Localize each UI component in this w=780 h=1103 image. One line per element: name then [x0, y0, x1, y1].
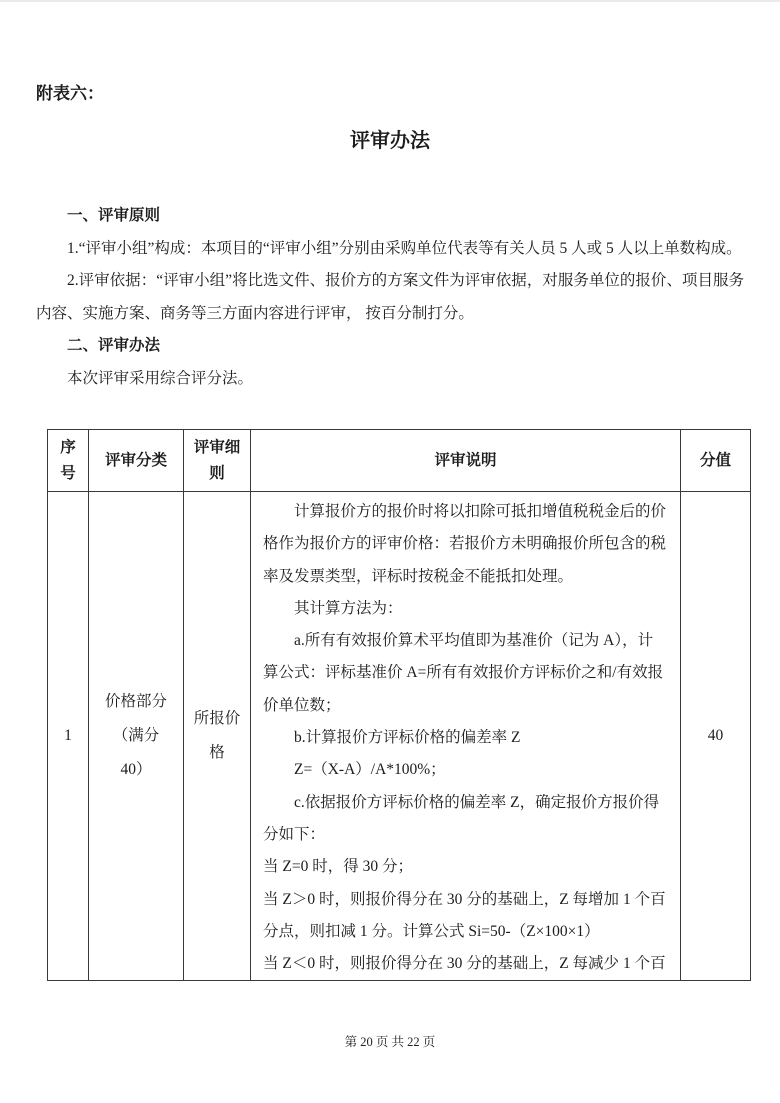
text-line: 则: [209, 464, 225, 482]
text-line: 评审细: [193, 438, 241, 456]
text-line: Z=（X-A）/A*100%；: [263, 761, 446, 779]
section-heading-method: 二、评审办法: [67, 337, 161, 354]
header-description: [251, 430, 681, 492]
text-line: 当 Z=0 时，得 30 分；: [263, 858, 413, 876]
table-row: [48, 492, 751, 981]
cell-seq: 1: [48, 492, 89, 981]
text-line: 分值: [699, 451, 731, 469]
header-category: [89, 430, 184, 492]
text-line: 号: [60, 464, 76, 482]
text-line: 所报价: [193, 710, 241, 728]
text-line: 40）: [120, 761, 152, 779]
text-line: c.依据报价方评标价格的偏差率 Z，确定报价方报价得: [263, 793, 660, 811]
document-body: [36, 200, 744, 395]
header-seq: [48, 430, 89, 492]
text-line: 评审分类: [104, 451, 167, 469]
text-line: 计算报价方的报价时将以扣除可抵扣增值税税金后的价: [263, 503, 667, 520]
cell-description: [251, 492, 681, 981]
text-line: 价单位数；: [263, 696, 341, 714]
cell-criterion: [184, 492, 251, 981]
text-line: 分如下：: [263, 825, 326, 843]
header-score: [681, 430, 751, 492]
section-heading-principles: 一、评审原则: [67, 207, 161, 224]
page-number-indicator: 第 20 页 共 22 页: [344, 1035, 436, 1049]
appendix-label: 附表六：: [36, 84, 104, 103]
text-line: 格: [209, 744, 225, 762]
text-line: b.计算报价方评标价格的偏差率 Z: [263, 729, 521, 747]
text-line: 序: [60, 438, 76, 456]
text-line: 算公式：评标基准价 A=所有有效报价方评标价之和/有效报: [263, 664, 664, 682]
text-line: 评审说明: [434, 451, 497, 469]
page-title: 评审办法: [350, 130, 430, 152]
paragraph-method: 本次评审采用综合评分法。: [67, 369, 254, 387]
text-line: 格作为报价方的评审价格：若报价方未明确报价所包含的税: [263, 535, 667, 553]
cell-category: [89, 492, 184, 981]
paragraph-panel-composition: 1.“评审小组”构成：本项目的“评审小组”分别由采购单位代表等有关人员 5 人或 5 人以上单数构成。: [67, 239, 742, 257]
text-line: 其计算方法为：: [263, 599, 403, 617]
cell-score: 40: [681, 492, 751, 981]
table-header-row: [48, 430, 751, 492]
text-line: 当 Z＜0 时，则报价得分在 30 分的基础上，Z 每减少 1 个百: [263, 955, 666, 973]
text-line: 率及发票类型，评标时按税金不能抵扣处理。: [263, 567, 574, 585]
text-line: a.所有有效报价算术平均值即为基准价（记为 A），计: [263, 632, 654, 650]
text-line: （满分: [112, 727, 160, 745]
paragraph-evaluation-basis: 2.评审依据：“评审小组”将比选文件、报价方的方案文件为评审依据，对服务单位的报价、项目服务内容、实施方案、商务等三方面内容进行评审， 按百分制打分。: [36, 272, 744, 322]
evaluation-table: [47, 429, 751, 981]
text-line: 价格部分: [104, 693, 167, 711]
text-line: 当 Z＞0 时，则报价得分在 30 分的基础上，Z 每增加 1 个百: [263, 890, 666, 908]
text-line: 分点，则扣减 1 分。计算公式 Si=50-（Z×100×1）: [263, 922, 600, 940]
header-criterion: [184, 430, 251, 492]
